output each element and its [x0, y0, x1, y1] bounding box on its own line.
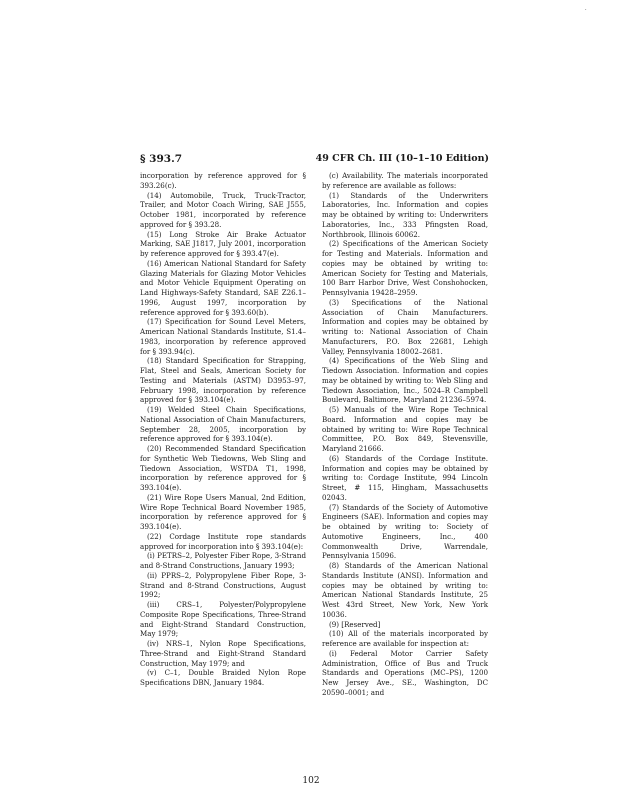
paragraph: (17) Specification for Sound Level Meters, American National Standards Institute, S1.4–1983, incorporation by reference approved for § 393.94(c).: [140, 317, 306, 356]
running-head: [140, 153, 489, 167]
paragraph: (c) Availability. The materials incorporated by reference are available as follows:: [322, 171, 488, 190]
paragraph: (2) Specifications of the American Society for Testing and Materials. Information and copies may be obtained by writing to: American Society for Testing and Materials, 100 Barr Harbor Drive, West Conshohocken, Pennsylvania 19428–2959.: [322, 239, 488, 297]
paragraph: (16) American National Standard for Safety Glazing Materials for Glazing Motor Vehicles and Motor Vehicle Equipment Operating on Land Highways-Safety Standard, SAE Z26.1–1996, August 1997, incorporation by reference approved for § 393.60(b).: [140, 258, 306, 317]
paragraph: (4) Specifications of the Web Sling and Tiedown Association. Information and copies may be obtained by writing to: Web Sling and Tiedown Association, Inc., 5024–R Campbell Boulevard, Baltimore, Maryland 21236–5974.: [322, 356, 488, 405]
left-column: [140, 171, 306, 688]
paragraph: (6) Standards of the Cordage Institute. Information and copies may be obtained by writing to: Cordage Institute, 994 Lincoln Street, # 115, Hingham, Massachusetts 02043.: [322, 453, 488, 502]
page-number: 102: [302, 776, 320, 786]
paragraph: (18) Standard Specification for Strapping, Flat, Steel and Seals, American Society for Testing and Materials (ASTM) D3953–97, February 1998, incorporation by reference approved for § 393.104(e).: [140, 356, 306, 405]
paragraph: (9) [Reserved]: [329, 619, 381, 629]
paragraph: (i) Federal Motor Carrier Safety Administration, Office of Bus and Truck Standards and Operations (MC–PS), 1200 New Jersey Ave., SE., Washington, DC 20590–0001; and: [322, 648, 488, 697]
section-number: § 393.7: [140, 153, 183, 165]
paragraph: (20) Recommended Standard Specification for Synthetic Web Tiedowns, Web Sling and Tiedown Association, WSTDA T1, 1998, incorporation by reference approved for § 393.104(e).: [140, 444, 306, 492]
paragraph: incorporation by reference approved for § 393.26(c).: [140, 171, 306, 190]
paragraph: (7) Standards of the Society of Automotive Engineers (SAE). Information and copies may be obtained by writing to: Society of Automotive Engineers, Inc., 400 Commonwealth Drive, Warrendale, Pennsylvania 15096.: [322, 502, 488, 561]
paragraph: (ii) PPRS–2, Polypropylene Fiber Rope, 3-Strand and 8-Strand Constructions, August 1992;: [140, 570, 306, 600]
paragraph: (10) All of the materials incorporated by reference are available for inspection at:: [322, 629, 488, 648]
paragraph: (19) Welded Steel Chain Specifications, National Association of Chain Manufacturers, September 28, 2005, incorporation by reference approved for § 393.104(e).: [140, 405, 306, 444]
right-column: [322, 171, 488, 698]
paragraph: (22) Cordage Institute rope standards approved for incorporation into § 393.104(e):: [140, 531, 306, 551]
paragraph: (i) PETRS–2, Polyester Fiber Rope, 3-Strand and 8-Strand Constructions, January 1993;: [140, 551, 306, 570]
paragraph: (5) Manuals of the Wire Rope Technical Board. Information and copies may be obtained by writing to: Wire Rope Technical Committee, P.O. Box 849, Stevensville, Maryland 21666.: [322, 405, 488, 453]
paragraph: (8) Standards of the American National Standards Institute (ANSI). Information and copies may be obtained by writing to: American National Standards Institute, 25 West 43rd Street, New York, New York 10036.: [322, 561, 488, 619]
scan-corner-mark: ˙: [584, 9, 588, 17]
paragraph: (3) Specifications of the National Association of Chain Manufacturers. Information and copies may be obtained by writing to: National Association of Chain Manufacturers, P.O. Box 22681, Lehigh Valley, Pennsylvania 18002–2681.: [322, 297, 488, 356]
paragraph: (14) Automobile, Truck, Truck-Tractor, Trailer, and Motor Coach Wiring, SAE J555, October 1981, incorporated by reference approved for § 393.28.: [140, 190, 306, 229]
paragraph: (1) Standards of the Underwriters Laboratories, Inc. Information and copies may be obtained by writing to: Underwriters Laboratories, Inc., 333 Pfingsten Road, Northbrook, Illinois 60062.: [322, 190, 488, 239]
paragraph: (21) Wire Rope Users Manual, 2nd Edition, Wire Rope Technical Board November 1985, incorporation by reference approved for § 393.104(e).: [140, 492, 306, 531]
paragraph: (iii) CRS–1, Polyester/Polypropylene Composite Rope Specifications, Three-Strand and Eight-Strand Standard Construction, May 1979;: [140, 600, 306, 639]
paragraph: (15) Long Stroke Air Brake Actuator Marking, SAE J1817, July 2001, incorporation by reference approved for § 393.47(e).: [140, 229, 306, 258]
cfr-title: 49 CFR Ch. III (10–1–10 Edition): [315, 153, 489, 164]
paragraph: (iv) NRS–1, Nylon Rope Specifications, Three-Strand and Eight-Strand Standard Construction, May 1979; and: [140, 639, 306, 668]
paragraph: (v) C–1, Double Braided Nylon Rope Specifications DBN, January 1984.: [140, 668, 306, 687]
